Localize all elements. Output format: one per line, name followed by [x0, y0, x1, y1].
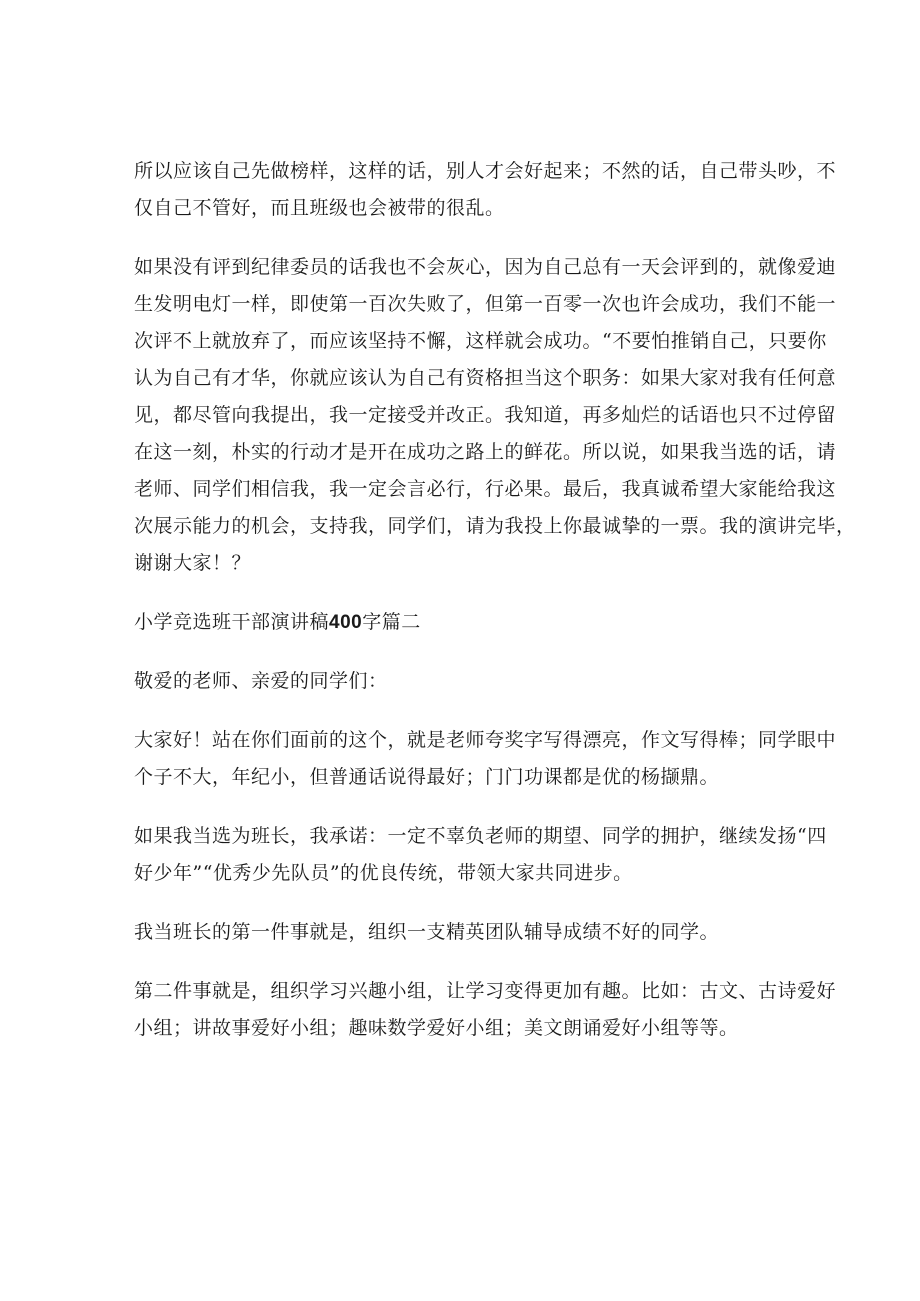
text-line: 次展示能力的机会，支持我，同学们，请为我投上你最诚挚的一票。我的演讲完毕， [134, 515, 856, 537]
text-line: 个子不大，年纪小，但普通话说得最好；门门功课都是优的杨撷鼎。 [134, 766, 720, 788]
document-body [134, 153, 856, 1069]
paragraph-1 [134, 153, 837, 227]
text-line: 见，都尽管向我提出，我一定接受并改正。我知道，再多灿烂的话语也只不过停留 [134, 404, 837, 426]
heading-prefix: 小学竞选班干部演讲稿 [134, 611, 330, 633]
paragraph-4 [134, 818, 827, 892]
paragraph-6 [134, 973, 837, 1047]
text-line: 我当班长的第一件事就是，组织一支精英团队辅导成绩不好的同学。 [134, 921, 720, 943]
text-line: 所以应该自己先做榜样，这样的话，别人才会好起来；不然的话，自己带头吵，不 [134, 160, 837, 182]
text-line: 好少年”“优秀少先队员”的优良传统，带领大家共同进步。 [134, 862, 633, 884]
text-line: 次评不上就放弃了，而应该坚持不懈，这样就会成功。“不要怕推销自己，只要你 [134, 330, 827, 352]
text-line: 谢谢大家！？ [134, 552, 252, 574]
text-line: 小组；讲故事爱好小组；趣味数学爱好小组；美文朗诵爱好小组等等。 [134, 1017, 739, 1039]
heading-suffix: 字篇二 [362, 611, 421, 633]
greeting-paragraph [134, 663, 796, 700]
text-line: 如果我当选为班长，我承诺：一定不辜负老师的期望、同学的拥护，继续发扬“四 [134, 825, 827, 847]
text-line: 大家好！站在你们面前的这个，就是老师夸奖字写得漂亮，作文写得棒；同学眼中 [134, 729, 837, 751]
text-line: 如果没有评到纪律委员的话我也不会灰心，因为自己总有一天会评到的，就像爱迪 [134, 256, 837, 278]
paragraph-2 [134, 249, 856, 582]
text-line: 仅自己不管好，而且班级也会被带的很乱。 [134, 197, 505, 219]
text-line: 第二件事就是，组织学习兴趣小组，让学习变得更加有趣。比如：古文、古诗爱好 [134, 980, 837, 1002]
text-line: 在这一刻，朴实的行动才是开在成功之路上的鲜花。所以说，如果我当选的话，请 [134, 441, 837, 463]
section-heading [134, 604, 796, 641]
paragraph-5 [134, 914, 796, 951]
text-line: 老师、同学们相信我，我一定会言必行，行必果。最后，我真诚希望大家能给我这 [134, 478, 837, 500]
text-line: 敬爱的老师、亲爱的同学们： [134, 670, 388, 692]
text-line: 生发明电灯一样，即使第一百次失败了，但第一百零一次也许会成功，我们不能一 [134, 293, 837, 315]
paragraph-3 [134, 722, 837, 796]
heading-number: 400 [329, 612, 363, 633]
text-line: 认为自己有才华，你就应该认为自己有资格担当这个职务：如果大家对我有任何意 [134, 367, 837, 389]
